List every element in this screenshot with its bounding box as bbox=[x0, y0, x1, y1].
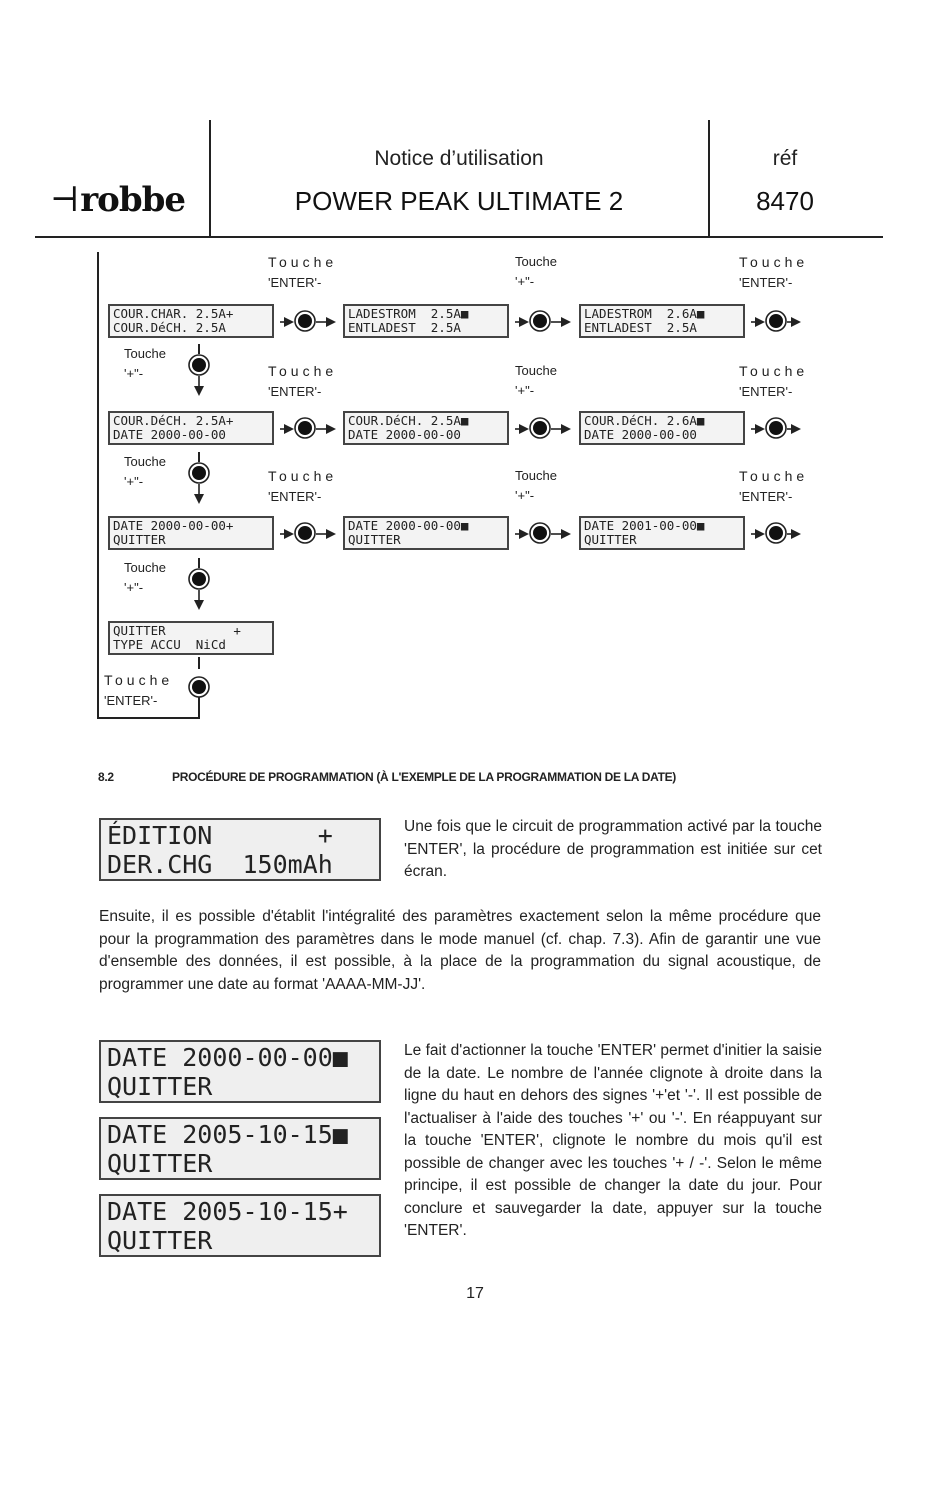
flow-arrow bbox=[280, 527, 294, 539]
lcd-screen-r1c3 bbox=[579, 304, 745, 338]
flow-bottom-line bbox=[97, 717, 200, 719]
flow-left-line bbox=[97, 252, 99, 719]
touche-enter-label: Touche 'ENTER'- bbox=[268, 468, 338, 504]
lcd-line: DATE 2000-00-00■ bbox=[348, 518, 469, 533]
header-divider-left bbox=[209, 120, 211, 237]
lcd-screen-r1c2 bbox=[343, 304, 509, 338]
date-lcd-2: DATE 2005-10-15■ QUITTER bbox=[99, 1117, 381, 1180]
enter-button-icon bbox=[529, 417, 551, 439]
flow-arrow bbox=[280, 315, 294, 327]
lcd-line: LADESTROM 2.5A■ bbox=[348, 306, 469, 321]
section-number: 8.2 bbox=[98, 770, 114, 784]
lcd-screen-r3c2 bbox=[343, 516, 509, 550]
lcd-line: ENTLADEST 2.5A bbox=[584, 320, 697, 335]
touche-enter-bottom-label: Touche 'ENTER'- bbox=[104, 672, 174, 708]
flow-arrow bbox=[515, 422, 529, 434]
lcd-line: DATE 2000-00-00+ bbox=[113, 518, 234, 533]
flow-arrow bbox=[316, 422, 336, 434]
touche-plus-side-label: Touche '+"- bbox=[124, 346, 166, 381]
plus-button-icon bbox=[188, 568, 210, 590]
lcd-line: COUR.DéCH. 2.5A+ bbox=[113, 413, 234, 428]
section-title: PROCÉDURE DE PROGRAMMATION (À L'EXEMPLE DE LA PROGRAMMATION DE LA DATE) bbox=[172, 770, 676, 784]
lcd-line: COUR.CHAR. 2.5A+ bbox=[113, 306, 234, 321]
flow-arrow bbox=[751, 527, 765, 539]
flow-arrow bbox=[515, 315, 529, 327]
touche-enter-label: Touche 'ENTER'- bbox=[739, 363, 809, 399]
flow-tick bbox=[198, 452, 200, 462]
lcd-screen-r3c3 bbox=[579, 516, 745, 550]
flow-arrow bbox=[751, 422, 765, 434]
flow-arrow bbox=[316, 315, 336, 327]
plus-button-icon bbox=[188, 354, 210, 376]
paragraph-main: Ensuite, il es possible d'établit l'intégralité des paramètres exactement selon la même procédure que pour la programmation des paramètres dans le mode manuel (cf. chap. 7.3). Afin de garantir une vue d'ensemble des données, il est possible, à la place de la programmation du signal acoustique, de programmer une date au format 'AAAA-MM-JJ'. bbox=[99, 908, 821, 993]
flow-tick bbox=[198, 657, 200, 669]
flow-arrow bbox=[280, 422, 294, 434]
flow-arrow bbox=[787, 422, 801, 434]
header-divider-right bbox=[708, 120, 710, 237]
lcd-line: TYPE ACCU NiCd bbox=[113, 637, 226, 652]
lcd-line: ENTLADEST 2.5A bbox=[348, 320, 461, 335]
lcd-line: QUITTER + bbox=[113, 623, 241, 638]
section-heading bbox=[98, 770, 676, 784]
lcd-line: COUR.DéCH. 2.6A■ bbox=[584, 413, 705, 428]
enter-button-icon bbox=[294, 310, 316, 332]
enter-button-icon bbox=[188, 676, 210, 698]
flow-bottom-up bbox=[198, 696, 200, 719]
lcd-line: COUR.DéCH. 2.5A■ bbox=[348, 413, 469, 428]
lcd-line: DATE 2000-00-00 bbox=[113, 427, 226, 442]
flow-arrow bbox=[751, 315, 765, 327]
enter-button-icon bbox=[294, 417, 316, 439]
flow-arrow bbox=[551, 315, 571, 327]
lcd-line: DATE 2000-00-00 bbox=[584, 427, 697, 442]
plus-button-icon bbox=[188, 462, 210, 484]
touche-plus-side-label: Touche '+"- bbox=[124, 560, 166, 595]
touche-enter-label: Touche 'ENTER'- bbox=[268, 254, 338, 290]
robbe-logo: ⊣robbe bbox=[50, 180, 186, 220]
ref-label: réf bbox=[772, 147, 798, 170]
flow-down-arrow bbox=[193, 590, 205, 610]
paragraph-intro: Une fois que le circuit de programmation activé par la touche 'ENTER', la procédure de programmation est initiée sur cet écran. bbox=[404, 818, 822, 880]
edition-lcd: ÉDITION + DER.CHG 150mAh bbox=[99, 818, 381, 881]
doc-subtitle: Notice d’utilisation bbox=[374, 147, 544, 170]
touche-plus-label: Touche '+"- bbox=[515, 363, 557, 398]
flow-arrow bbox=[316, 527, 336, 539]
lcd-line: QUITTER bbox=[584, 532, 637, 547]
enter-button-icon bbox=[765, 522, 787, 544]
header-rule bbox=[35, 236, 883, 238]
ref-number: 8470 bbox=[756, 186, 814, 216]
lcd-line: QUITTER bbox=[348, 532, 401, 547]
touche-enter-label: Touche 'ENTER'- bbox=[739, 468, 809, 504]
lcd-screen-r2c2 bbox=[343, 411, 509, 445]
touche-plus-label: Touche '+"- bbox=[515, 254, 557, 289]
lcd-line: LADESTROM 2.6A■ bbox=[584, 306, 705, 321]
flow-arrow bbox=[787, 527, 801, 539]
touche-enter-label: Touche 'ENTER'- bbox=[268, 363, 338, 399]
flow-arrow bbox=[787, 315, 801, 327]
flow-arrow bbox=[515, 527, 529, 539]
paragraph-date: Le fait d'actionner la touche 'ENTER' permet d'initier la saisie de la date. Le nombre de l'année clignote à droite dans la ligne du haut en dehors des signes '+'et '-'. Il est possible de l'actualiser à l'aide des touches '+' ou '-'. En réappuyant sur la touche 'ENTER', clignote le nombre du mois qu'il est possible de changer avec les touches '+ / -'. Selon le même principe, il est possible de changer la date du jour. Pour conclure et sauvegarder la date, appuyer sur la touche 'ENTER'. bbox=[404, 1042, 822, 1239]
flow-down-arrow bbox=[193, 484, 205, 504]
flow-arrow bbox=[551, 527, 571, 539]
lcd-screen-r2c1 bbox=[108, 411, 274, 445]
touche-plus-label: Touche '+"- bbox=[515, 468, 557, 503]
lcd-line: QUITTER bbox=[113, 532, 166, 547]
enter-button-icon bbox=[765, 310, 787, 332]
lcd-screen-r4c1 bbox=[108, 621, 274, 655]
enter-button-icon bbox=[294, 522, 316, 544]
date-lcd-3: DATE 2005-10-15+ QUITTER bbox=[99, 1194, 381, 1257]
touche-enter-label: Touche 'ENTER'- bbox=[739, 254, 809, 290]
date-lcd-1: DATE 2000-00-00■ QUITTER bbox=[99, 1040, 381, 1103]
flow-down-arrow bbox=[193, 376, 205, 396]
lcd-line: DATE 2001-00-00■ bbox=[584, 518, 705, 533]
flow-tick bbox=[198, 558, 200, 568]
lcd-line: COUR.DéCH. 2.5A bbox=[113, 320, 226, 335]
enter-button-icon bbox=[529, 522, 551, 544]
flow-arrow bbox=[551, 422, 571, 434]
lcd-screen-r3c1 bbox=[108, 516, 274, 550]
doc-title: POWER PEAK ULTIMATE 2 bbox=[294, 186, 624, 216]
logo-mark-icon: ⊣ bbox=[50, 180, 79, 220]
flow-tick bbox=[198, 344, 200, 354]
lcd-screen-r2c3 bbox=[579, 411, 745, 445]
enter-button-icon bbox=[529, 310, 551, 332]
enter-button-icon bbox=[765, 417, 787, 439]
lcd-screen-r1c1 bbox=[108, 304, 274, 338]
page-number: 17 bbox=[466, 1285, 484, 1302]
touche-plus-side-label: Touche '+"- bbox=[124, 454, 166, 489]
lcd-line: DATE 2000-00-00 bbox=[348, 427, 461, 442]
